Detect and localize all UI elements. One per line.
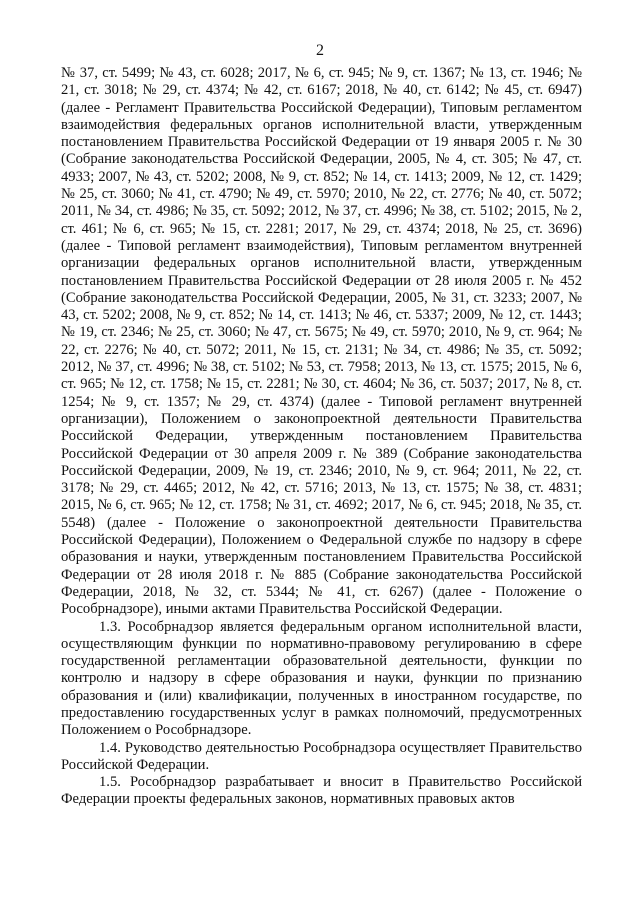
document-body (61, 65, 582, 809)
page-number: 2 (316, 42, 324, 59)
paragraph-1-4: 1.4. Руководство деятельностью Рособрнадзора осуществляет Правительство Российской Федерации. (61, 739, 582, 773)
paragraph-1-5: 1.5. Рособрнадзор разрабатывает и вносит в Правительство Российской Федерации проекты федеральных законов, нормативных правовых актов (61, 774, 582, 808)
paragraph-1-3: 1.3. Рособрнадзор является федеральным органом исполнительной власти, осуществляющим функции по нормативно-правовому регулированию в сфере государственной регламентации образовательной деятельности, функции по контролю и надзору в сфере образования и науки, функции по признанию образования и (или) квалификации, полученных в иностранном государстве, по предоставлению государственных услуг в рамках полномочий, предусмотренных Положением о Рособрнадзоре. (61, 618, 582, 739)
paragraph-regulations-list: № 37, ст. 5499; № 43, ст. 6028; 2017, № 6, ст. 945; № 9, ст. 1367; № 13, ст. 1946; № 21, ст. 3018; № 29, ст. 4374; № 42, ст. 6167; 2018, № 40, ст. 6142; № 45, ст. 6947) (далее - Регламент Правительства Российской Федерации), Типовым регламентом взаимодействия федеральных органов исполнительной власти, утвержденным постановлением Правительства Российской Федерации от 19 января 2005 г. № 30 (Собрание законодательства Российской Федерации, 2005, № 4, ст. 305; № 47, ст. 4933; 2007, № 43, ст. 5202; 2008, № 9, ст. 852; № 14, ст. 1413; 2009, № 12, ст. 1429; № 25, ст. 3060; № 41, ст. 4790; № 49, ст. 5970; 2010, № 22, ст. 2776; № 40, ст. 5072; 2011, № 34, ст. 4986; № 35, ст. 5092; 2012, № 37, ст. 4996; № 38, ст. 5102; 2015, № 2, ст. 461; № 6, ст. 965; № 15, ст. 2281; 2017, № 29, ст. 4374; 2018, № 25, ст. 3696) (далее - Типовой регламент взаимодействия), Типовым регламентом внутренней организации федеральных органов исполнительной власти, утвержденным постановлением Правительства Российской Федерации от 28 июля 2005 г. № 452 (Собрание законодательства Российской Федерации, 2005, № 31, ст. 3233; 2007, № 43, ст. 5202; 2008, № 9, ст. 852; № 14, ст. 1413; № 46, ст. 5337; 2009, № 12, ст. 1443; № 19, ст. 2346; № 25, ст. 3060; № 47, ст. 5675; № 49, ст. 5970; 2010, № 9, ст. 964; № 22, ст. 2276; № 40, ст. 5072; 2011, № 15, ст. 2131; № 34, ст. 4986; № 35, ст. 5092; 2012, № 37, ст. 4996; № 38, ст. 5102; № 53, ст. 7958; 2013, № 13, ст. 1575; 2015, № 6, ст. 965; № 12, ст. 1758; № 15, ст. 2281; № 30, ст. 4604; № 36, ст. 5037; 2017, № 8, ст. 1254; № 9, ст. 1357; № 29, ст. 4374) (далее - Типовой регламент внутренней организации), Положением о законопроектной деятельности Правительства Российской Федерации, утвержденным постановлением Правительства Российской Федерации от 30 апреля 2009 г. № 389 (Собрание законодательства Российской Федерации, 2009, № 19, ст. 2346; 2010, № 9, ст. 964; 2011, № 22, ст. 3178; № 29, ст. 4465; 2012, № 42, ст. 5716; 2013, № 13, ст. 1575; № 38, ст. 4831; 2015, № 6, ст. 965; № 12, ст. 1758; № 31, ст. 4692; 2017, № 6, ст. 945; 2018, № 35, ст. 5548) (далее - Положение о законопроектной деятельности Правительства Российской Федерации), Положением о Федеральной службе по надзору в сфере образования и науки, утвержденным постановлением Правительства Российской Федерации от 28 июля 2018 г. № 885 (Собрание законодательства Российской Федерации, 2018, № 32, ст. 5344; № 41, ст. 6267) (далее - Положение о Рособрнадзоре), иными актами Правительства Российской Федерации. (61, 65, 582, 618)
